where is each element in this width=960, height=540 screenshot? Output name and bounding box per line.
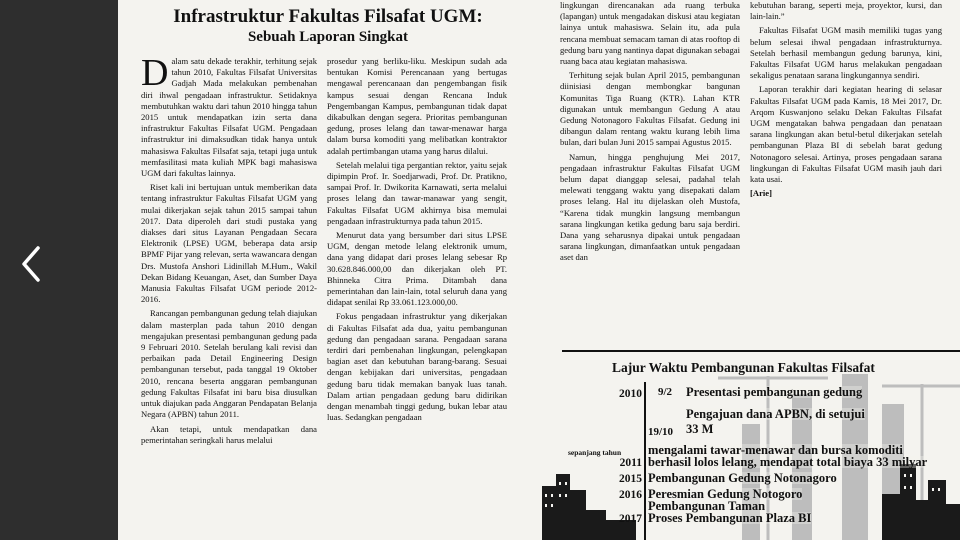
article-paragraph: Akan tetapi, untuk mendapatkan dana pemerintahan seringkali harus melalui: [141, 423, 317, 445]
timeline-year: 2016: [619, 489, 642, 501]
article-paragraph: prosedur yang berliku-liku. Meskipun sudah ada bentukan Komisi Perencanaan yang bertugas mengawal perencanaan dan pengembangan fisik kampus sesuai dengan Rencana Induk Pengembangan Kampus, pembangunan tidak dapat dikabulkan dengan segera. Prioritas pembangunan gedung, proses lelang dan tawar-menawar harga dalam bursa komoditi yang melibatkan kontraktor adalah pertimbangan utama yang harus dilalui.: [327, 56, 507, 156]
article-paragraph: Setelah melalui tiga pergantian rektor, yaitu sejak dipimpin Prof. Ir. Soedjarwadi, Prof. Dr. Pratikno, sampai Prof. Ir. Dwikorita Karnawati, serta melalui proses lelang dan tawar-manawar yang sengit, Fakultas Filsafat UGM akhirnya bisa memulai pengadaan infrastrukturnya pada tahun 2015.: [327, 159, 507, 226]
timeline-amount: 33 M: [686, 422, 714, 436]
article-paragraph: [141, 52, 317, 179]
timeline-event: Peresmian Gedung Notogoro: [648, 487, 803, 501]
timeline-year: 2017: [619, 513, 642, 525]
article-paragraph: Riset kali ini bertujuan untuk memberikan data tentang infrastruktur Fakultas Filsafat UGM yang mulai dikerjakan sejak tahun 2015 sampai tahun 2017. Data diperoleh dari studi pustaka yang diakses dari situs Layanan Pengadaan Secara Elektronik (LPSE) UGM, beberapa data arsip BPMF Pijar yang relevan, serta wawancara dengan Drs. Mustofa Anshori Lidinillah M.Hum., Wakil Dekan Bidang Keuangan, Aset, dan Sumber Daya Manusia Fakultas Filsafat UGM periode 2012-2016.: [141, 182, 317, 305]
article-paragraph: Fokus pengadaan infrastruktur yang dikerjakan di Fakultas Filsafat ada dua, yaitu pembangunan gedung dan pengadaan sarana. Pengadaan sarana terdiri dari pembenahan lingkungan, pelengkapan bagian aset dan kebutuhan barang-barang. Sesuai dengan kebijakan dari universitas, pengadaan gedung baru tidak memakan banyak luas tanah. Dalam artian pengadaan gedung baru didirikan dengan menambah tinggi gedung, bukan lebar atau luas. Sedangkan pengadaan: [327, 311, 507, 423]
section-divider: [562, 350, 960, 352]
timeline-date: 9/2: [658, 386, 673, 398]
timeline-axis: [644, 382, 646, 540]
article-paragraph: Fakultas Filsafat UGM masih memiliki tugas yang belum selesai ihwal pengadaan infrastrukturnya. Setelah berhasil membangun gedung barunya, kini, Fakultas Filsafat UGM harus melakukan pengadaan sekaligus penataan sarana lingkungannya sendiri.: [750, 25, 942, 81]
timeline-event: Pembangunan Gedung Notonagoro: [648, 471, 837, 485]
viewer-dark-panel: [0, 0, 118, 540]
timeline-event: mengalami tawar-menawar dan bursa komoditi: [648, 443, 903, 457]
article-paragraph: kebutuhan barang, seperti meja, proyektor, kursi, dan lain-lain.”: [750, 0, 942, 22]
timeline-date: 19/10: [648, 426, 674, 438]
article-paragraph: Namun, hingga penghujung Mei 2017, pengadaan infrastruktur Fakultas Filsafat UGM belum dapat dianggap selesai, padahal telah melewati tenggang waktu yang disepakati dalam proses lelang. Hal itu dijelaskan oleh Mustofa, “Karena tidak mungkin langsung membangun sarana lingkungan ketika gedung baru saja berdiri. Dana yang seharusnya dipakai untuk pengadaan sarana lingkungan, dimanfaatkan untuk pengadaan aset dan: [560, 151, 740, 263]
article-paragraph: Menurut data yang bersumber dari situs LPSE UGM, dengan metode lelang elektronik umum, dana yang didapat dari proses lelang sebesar Rp 30.628.846.000,00 dan dikerjakan oleh PT. Bhinneka Citra Prima. Ditambah dana pemerintahan dan lain-lain, total seluruh dana yang didapat senilai Rp 33.061.123.000,00.: [327, 230, 507, 308]
article-column-4: [750, 0, 942, 202]
timeline-event: Pengajuan dana APBN, di setujui: [686, 407, 865, 421]
article-column-1: [141, 52, 317, 449]
timeline-year-label: sepanjang tahun: [568, 448, 622, 457]
dropcap: D: [141, 52, 169, 94]
magazine-page: [118, 0, 960, 540]
timeline-title: Lajur Waktu Pembangunan Fakultas Filsafat: [612, 360, 875, 375]
timeline-event: Proses Pembangunan Plaza BI: [648, 511, 812, 525]
article-subtitle: Sebuah Laporan Singkat: [247, 29, 409, 45]
article-paragraph: Rancangan pembangunan gedung telah diajukan dalam masterplan pada tahun 2010 dengan mengajukan presentasi pembangunan gedung pada 9 Februari 2010. Setelah berulang kali revisi dan perbaikan pada Detail Engineering Design pembangunan tersebut, pada tanggal 19 Oktober 2010, rencana beserta anggaran pembangunan gedung Fakultas Filsafat ini baru bisa diusulkan untuk diajukan pada Anggaran Pendapatan Belanja Negara (APBN) tahun 2011.: [141, 308, 317, 420]
article-paragraph: Terhitung sejak bulan April 2015, pembangunan diinisiasi dengan membongkar bangunan Komunitas Tiga Ruang (KTR). Lahan KTR digunakan untuk membangun Gedung A atau Gedung Notonagoro Fakultas Filsafat. Gedung ini dibangun dalam rentang waktu kurang lebih lima bulan, dari bulan Juni 2015 sampai Agustus 2015.: [560, 70, 740, 148]
author-signature: [Arie]: [750, 188, 772, 199]
timeline-year: 2011: [619, 457, 642, 469]
article-column-2: [327, 56, 507, 427]
article-paragraph: lingkungan direncanakan ada ruang terbuka (lapangan) untuk mengadakan diskusi atau kegiatan lainya untuk mahasiswa. Selain itu, ada pula rencana membuat semacam taman di atas rooftop di gedung baru yang nantinya dapat digunakan sebagai ruang baca atau kegiatan mahasiswa.: [560, 0, 740, 67]
article-paragraph: Laporan terakhir dari kegiatan hearing di selasar Fakultas Filsafat UGM pada Kamis, 18 Mei 2017, Dr. Arqom Kuswanjono selaku Dekan Fakultas Filsafat UGM mengatakan bahwa pengadaan dan penataan sarana lingkungan akan betul-betul dikerjakan setelah pembangunan Plaza BI di sebelah barat gedung Notonagoro selesai. Artinya, proses pengadaan sarana lingkungan di Fakultas Filsafat UGM masih jauh dari kata usai.: [750, 84, 942, 185]
timeline-event: Pembangunan Taman: [648, 499, 766, 513]
timeline-year: 2010: [619, 388, 642, 400]
timeline-event: Presentasi pembangunan gedung: [686, 385, 863, 399]
paragraph-text: alam satu dekade terakhir, terhitung sejak tahun 2010, Fakultas Filsafat Universitas Gadjah Mada melakukan pembenahan diri ihwal pengadaan infrastruktur. Setidaknya membutuhkan waktu dari tahun 2010 hingga tahun 2015 untuk mendapatkan izin serta dana infrastruktur Fakultas Filsafat UGM. Pengadaan infrastruktur ini dimaksudkan tidak hanya untuk mahasiswa Fakultas Filsafat saja, tetapi juga untuk memfasilitasi mata kuliah MPK bagi mahasiswa UGM dari fakultas lainnya.: [141, 56, 317, 179]
article-title: Infrastruktur Fakultas Filsafat UGM:: [173, 6, 483, 27]
timeline-year: 2015: [619, 473, 642, 485]
article-column-3: [560, 0, 740, 267]
chevron-left-icon[interactable]: [18, 244, 48, 284]
timeline-event: berhasil lolos lelang, mendapat total biaya 33 milyar: [648, 455, 928, 469]
